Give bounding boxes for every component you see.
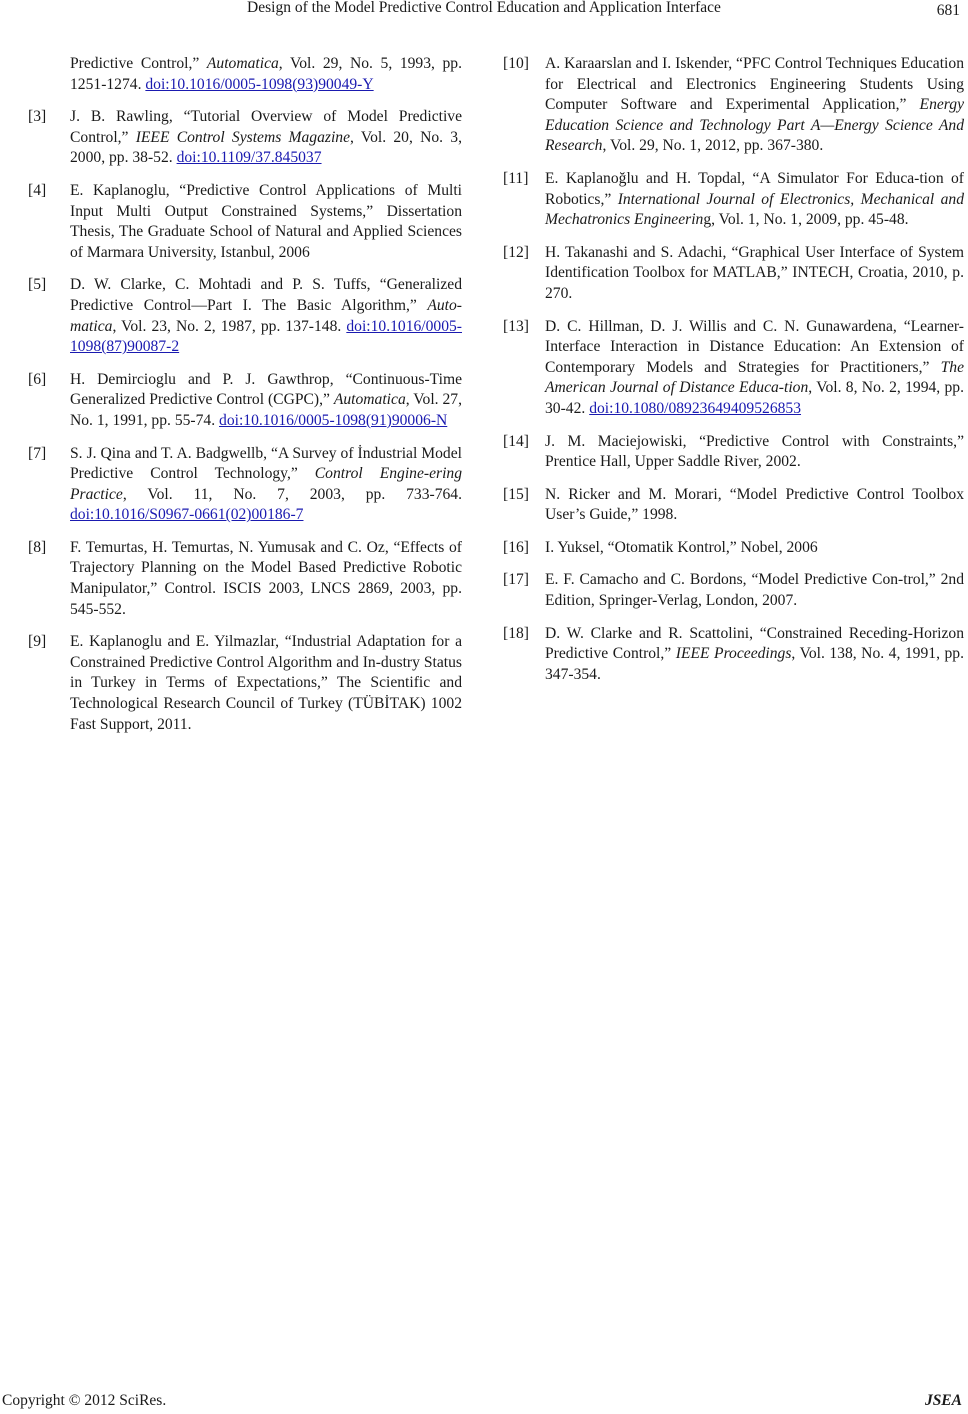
- reference-body: [545, 485, 964, 526]
- reference-text: A. Karaarslan and I. Iskender, “PFC Control Techniques Education for Electrical and Electronics Engineering Students Using Computer Software and Experimental Application,”: [545, 55, 964, 114]
- reference-details: , Vol. 8, No. 2, 1994, pp. 30-42.: [545, 379, 964, 417]
- journal-name: Energy Education Science and Technology Part A—Energy Science And Research: [545, 96, 964, 155]
- reference-body: [545, 317, 964, 420]
- doi-link[interactable]: doi:10.1080/08923649409526853: [589, 399, 802, 417]
- journal-name: Auto-matica: [70, 296, 462, 335]
- copyright-notice: Copyright © 2012 SciRes.: [2, 1392, 167, 1409]
- reference-details: , Vol. 29, No. 5, 1993, pp. 1251-1274.: [70, 55, 462, 93]
- reference-text: S. J. Qina and T. A. Badgwellb, “A Survey of İndustrial Model Predictive Control Technology,”: [70, 444, 462, 483]
- reference-item: [503, 243, 964, 305]
- reference-number: [5]: [28, 276, 47, 294]
- reference-body: [70, 54, 462, 95]
- reference-body: [70, 181, 462, 263]
- reference-details: , Vol. 138, No. 4, 1991, pp. 347-354.: [545, 645, 964, 683]
- reference-details: , Vol. 20, No. 3, 2000, pp. 38-52.: [70, 128, 462, 167]
- reference-number: [6]: [28, 370, 47, 388]
- reference-item: [28, 107, 462, 169]
- reference-text: E. Kaplanoğlu and H. Topdal, “A Simulator For Educa-tion of Robotics,”: [545, 169, 964, 208]
- reference-body: [70, 275, 462, 357]
- doi-link[interactable]: doi:10.1016/0005-1098(91)90006-N: [219, 411, 448, 429]
- reference-item: [503, 54, 964, 157]
- reference-number: [7]: [28, 444, 47, 462]
- doi-link[interactable]: doi:10.1109/37.845037: [176, 149, 322, 167]
- doi-link[interactable]: doi:10.1016/0005-1098(87)90087-2: [70, 317, 462, 356]
- journal-name: IEEE Proceedings: [675, 645, 792, 663]
- reference-text: E. F. Camacho and C. Bordons, “Model Predictive Con-trol,” 2nd Edition, Springer-Verlag, London, 2007.: [545, 571, 964, 610]
- reference-item: [503, 538, 964, 559]
- reference-item: [28, 538, 462, 620]
- reference-number: [18]: [503, 624, 529, 642]
- reference-text: J. M. Maciejowiski, “Predictive Control with Constraints,” Prentice Hall, Upper Saddle River, 2002.: [545, 432, 964, 471]
- reference-text: D. W. Clarke and R. Scattolini, “Constrained Receding-Horizon Predictive Control,”: [545, 624, 964, 663]
- reference-text: E. Kaplanoglu and E. Yilmazlar, “Industrial Adaptation for a Constrained Predictive Control Algorithm and In-dustry Status in Turkey in Terms of Expectations,” The Scientific and Technological Research Council of Turkey (TÜBİTAK) 1002 Fast Support, 2011.: [70, 633, 462, 733]
- reference-number: [10]: [503, 55, 529, 72]
- reference-body: [70, 538, 462, 620]
- reference-body: [70, 107, 462, 169]
- reference-item: [28, 444, 462, 526]
- running-title: Design of the Model Predictive Control Education and Application Interface: [247, 0, 721, 16]
- reference-body: [545, 432, 964, 473]
- page-number: 681: [936, 2, 960, 19]
- reference-text: N. Ricker and M. Morari, “Model Predictive Control Toolbox User’s Guide,” 1998.: [545, 485, 964, 524]
- journal-name: Automatica: [333, 391, 406, 409]
- reference-number: [9]: [28, 633, 47, 651]
- page-footer: [0, 1392, 968, 1414]
- right-column: [503, 54, 964, 697]
- reference-text: E. Kaplanoglu, “Predictive Control Applications of Multi Input Multi Output Constrained Systems,” Dissertation Thesis, The Graduate School of Natural and Applied Sciences of Marmara University, Istanbul, 2006: [70, 181, 462, 261]
- reference-item: [503, 317, 964, 420]
- reference-body: [70, 370, 462, 432]
- reference-item: [503, 485, 964, 526]
- reference-details: , Vol. 11, No. 7, 2003, pp. 733-764.: [122, 485, 462, 503]
- reference-details: , Vol. 23, No. 2, 1987, pp. 137-148.: [112, 317, 347, 335]
- journal-name: The American Journal of Distance Educa-tion: [545, 358, 964, 397]
- reference-number: [12]: [503, 243, 529, 261]
- reference-number: [3]: [28, 108, 47, 126]
- reference-item: [28, 370, 462, 432]
- reference-body: [70, 632, 462, 735]
- reference-body: [70, 444, 462, 526]
- journal-name: Control Engine-ering Practice: [70, 465, 463, 503]
- doi-link[interactable]: doi:10.1016/0005-1098(93)90049-Y: [145, 75, 374, 93]
- journal-name: Automatica: [206, 55, 279, 72]
- reference-details: g, Vol. 1, No. 1, 2009, pp. 45-48.: [703, 211, 909, 229]
- reference-item: [503, 432, 964, 473]
- doi-link[interactable]: doi:10.1016/S0967-0661(02)00186-7: [70, 506, 304, 524]
- left-column: [28, 54, 462, 747]
- reference-body: [545, 169, 964, 231]
- reference-item: [503, 624, 964, 686]
- reference-body: [545, 54, 964, 157]
- reference-item: [503, 570, 964, 611]
- reference-number: [16]: [503, 538, 529, 556]
- reference-details: , Vol. 27, No. 1, 1991, pp. 55-74.: [70, 391, 462, 429]
- reference-number: [11]: [503, 169, 529, 187]
- reference-body: [545, 624, 964, 686]
- reference-number: [8]: [28, 538, 47, 556]
- reference-text: I. Yuksel, “Otomatik Kontrol,” Nobel, 2006: [545, 538, 818, 556]
- reference-continuation: [70, 54, 462, 95]
- reference-number: [15]: [503, 485, 529, 503]
- running-header: [0, 0, 968, 24]
- reference-text: J. B. Rawling, “Tutorial Overview of Model Predictive Control,”: [70, 108, 462, 146]
- reference-text: Predictive Control,”: [70, 55, 207, 72]
- journal-name: IEEE Control Systems Magazine: [135, 128, 351, 146]
- reference-number: [13]: [503, 317, 529, 335]
- reference-text: H. Demircioglu and P. J. Gawthrop, “Continuous-Time Generalized Predictive Control (CGPC),”: [70, 370, 462, 409]
- reference-item: [503, 169, 964, 231]
- reference-number: [14]: [503, 432, 529, 450]
- reference-item: [28, 181, 462, 263]
- journal-name: International Journal of Electronics, Mechanical and Mechatronics Engineerin: [545, 190, 964, 229]
- reference-body: [545, 243, 964, 305]
- reference-details: , Vol. 29, No. 1, 2012, pp. 367-380.: [602, 137, 824, 155]
- reference-number: [17]: [503, 571, 529, 589]
- reference-body: [545, 538, 964, 559]
- reference-number: [4]: [28, 181, 47, 199]
- reference-item: [28, 632, 462, 735]
- journal-abbreviation: JSEA: [924, 1392, 962, 1409]
- reference-text: F. Temurtas, H. Temurtas, N. Yumusak and C. Oz, “Effects of Trajectory Planning on the Model Based Predictive Robotic Manipulator,” Control. ISCIS 2003, LNCS 2869, 2003, pp. 545-552.: [70, 538, 462, 618]
- reference-text: D. W. Clarke, C. Mohtadi and P. S. Tuffs, “Generalized Predictive Control—Part I. The Basic Algorithm,”: [70, 276, 462, 314]
- reference-body: [545, 570, 964, 611]
- reference-text: H. Takanashi and S. Adachi, “Graphical User Interface of System Identification Toolbox for MATLAB,” INTECH, Croatia, 2010, p. 270.: [545, 243, 964, 302]
- reference-text: D. C. Hillman, D. J. Willis and C. N. Gunawardena, “Learner-Interface Interaction in Distance Education: An Extension of Contemporary Models and Strategies for Practitioners,”: [545, 317, 964, 376]
- reference-item: [28, 275, 462, 357]
